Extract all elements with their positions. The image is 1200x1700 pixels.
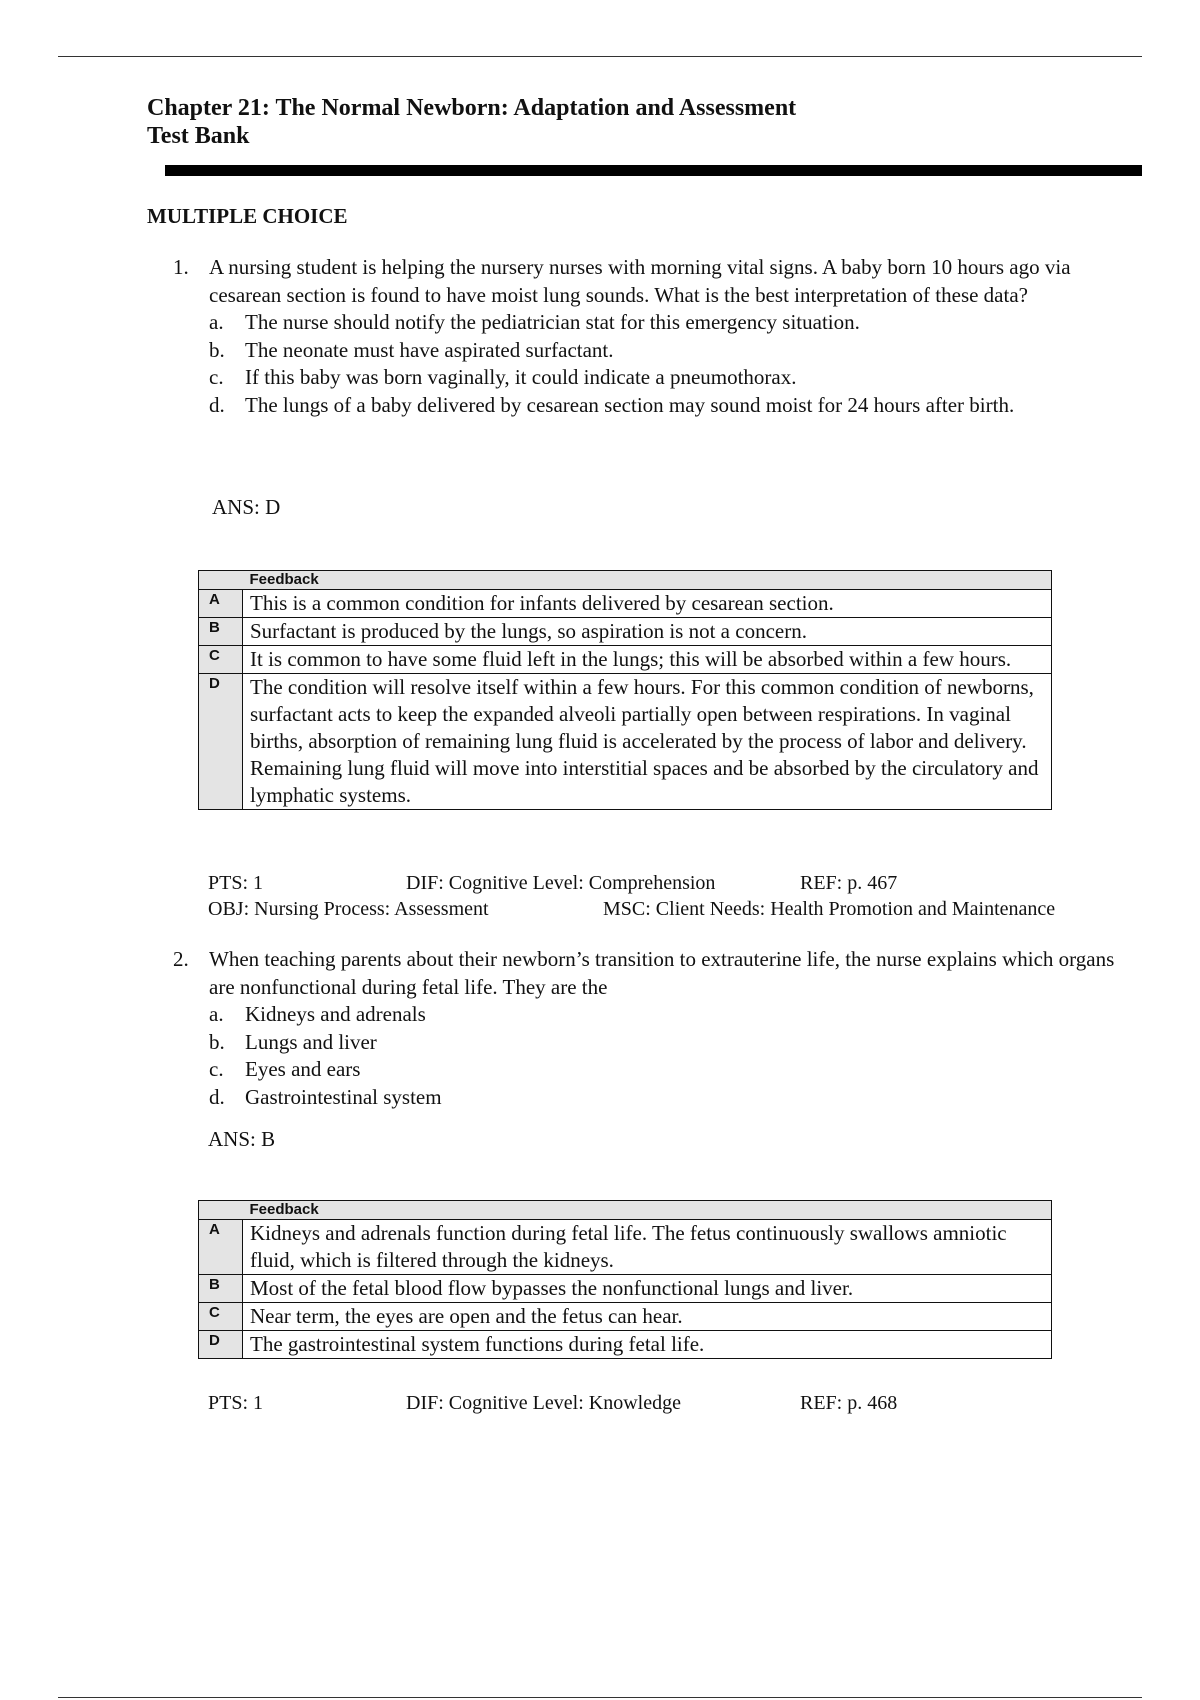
feedback-letter: C (199, 646, 243, 674)
feedback-text: The gastrointestinal system functions during fetal life. (243, 1331, 1052, 1359)
question-stem: When teaching parents about their newborn’s transition to extrauterine life, the nurse explains which organs are nonfunctional during fetal life. They are the (209, 947, 1115, 999)
option-text: The neonate must have aspirated surfactant. (245, 337, 614, 362)
meta-pts: PTS: 1 (208, 1392, 264, 1414)
feedback-letter: D (199, 674, 243, 810)
feedback-letter: A (199, 590, 243, 618)
feedback-row-d (199, 674, 1052, 810)
question-stem: A nursing student is helping the nursery nurses with morning vital signs. A baby born 10 hours ago via cesarean section is found to have moist lung sounds. What is the best interpretation of these data? (209, 255, 1071, 307)
feedback-letter: D (199, 1331, 243, 1359)
meta-pts: PTS: 1 (208, 872, 264, 894)
meta-ref: REF: p. 467 (800, 872, 898, 894)
top-rule (58, 56, 1142, 57)
feedback-row-c (199, 646, 1052, 674)
feedback-text: Near term, the eyes are open and the fetus can hear. (243, 1303, 1052, 1331)
option-text: The lungs of a baby delivered by cesarean section may sound moist for 24 hours after birth. (245, 392, 1015, 417)
option-c (209, 1056, 1129, 1084)
feedback-text: This is a common condition for infants delivered by cesarean section. (243, 590, 1052, 618)
option-d (209, 392, 1035, 420)
title-line-1: Chapter 21: The Normal Newborn: Adaptation and Assessment (147, 95, 797, 121)
option-b (209, 337, 1129, 365)
answer-key: ANS: D (212, 495, 281, 519)
feedback-row-b (199, 618, 1052, 646)
feedback-header-row (199, 1201, 1052, 1220)
section-title: MULTIPLE CHOICE (147, 204, 348, 228)
feedback-row-d (199, 1331, 1052, 1359)
feedback-text: Most of the fetal blood flow bypasses the nonfunctional lungs and liver. (243, 1275, 1052, 1303)
option-text: The nurse should notify the pediatrician stat for this emergency situation. (245, 310, 860, 334)
feedback-text: It is common to have some fluid left in the lungs; this will be absorbed within a few hours. (243, 646, 1052, 674)
option-list (209, 1001, 1129, 1111)
header-blank-cell (199, 571, 243, 590)
meta-obj: OBJ: Nursing Process: Assessment (208, 898, 489, 920)
option-c (209, 364, 1129, 392)
option-text: Eyes and ears (245, 1057, 361, 1081)
option-d (209, 1084, 1129, 1112)
meta-dif: DIF: Cognitive Level: Comprehension (406, 872, 716, 894)
feedback-header-row (199, 571, 1052, 590)
option-list (209, 309, 1129, 419)
feedback-table (198, 570, 1052, 810)
option-letter: b. (209, 1029, 225, 1054)
option-b (209, 1029, 1129, 1057)
answer-key: ANS: B (208, 1127, 276, 1151)
feedback-table (198, 1200, 1052, 1359)
option-letter: d. (209, 1084, 225, 1109)
meta-ref: REF: p. 468 (800, 1392, 898, 1414)
option-letter: a. (209, 310, 224, 334)
option-letter: a. (209, 1002, 224, 1026)
option-letter: d. (209, 392, 225, 417)
question-body (209, 946, 1129, 1111)
feedback-letter: B (199, 618, 243, 646)
option-text: Kidneys and adrenals (245, 1002, 426, 1026)
feedback-row-a (199, 590, 1052, 618)
feedback-text: Kidneys and adrenals function during fetal life. The fetus continuously swallows amniotic fluid, which is filtered through the kidneys. (243, 1220, 1052, 1275)
feedback-row-a (199, 1220, 1052, 1275)
bottom-rule (58, 1697, 1142, 1698)
page-title (147, 94, 796, 150)
option-text: If this baby was born vaginally, it could indicate a pneumothorax. (245, 365, 797, 389)
feedback-letter: A (199, 1220, 243, 1275)
option-letter: c. (209, 1057, 224, 1081)
feedback-row-c (199, 1303, 1052, 1331)
feedback-header: Feedback (243, 571, 1052, 590)
feedback-header: Feedback (243, 1201, 1052, 1220)
option-text: Lungs and liver (245, 1029, 377, 1054)
option-letter: b. (209, 337, 225, 362)
option-text: Gastrointestinal system (245, 1084, 442, 1109)
question-number: 2. (173, 947, 189, 971)
option-a (209, 1001, 1129, 1029)
feedback-text: Surfactant is produced by the lungs, so aspiration is not a concern. (243, 618, 1052, 646)
option-letter: c. (209, 365, 224, 389)
question-number: 1. (173, 255, 189, 279)
meta-dif: DIF: Cognitive Level: Knowledge (406, 1392, 681, 1414)
feedback-row-b (199, 1275, 1052, 1303)
title-line-2: Test Bank (147, 123, 250, 149)
header-divider (165, 165, 1142, 176)
header-blank-cell (199, 1201, 243, 1220)
option-a (209, 309, 1129, 337)
feedback-letter: C (199, 1303, 243, 1331)
question-metadata (208, 870, 1108, 922)
feedback-letter: B (199, 1275, 243, 1303)
meta-msc: MSC: Client Needs: Health Promotion and Maintenance (603, 898, 1056, 920)
question-body (209, 254, 1129, 419)
feedback-text: The condition will resolve itself within a few hours. For this common condition of newborns, surfactant acts to keep the expanded alveoli partially open between respirations. In vaginal births, absorption of remaining lung fluid is accelerated by the process of labor and delivery. Remaining lung fluid will move into interstitial spaces and be absorbed by the circulatory and lymphatic systems. (243, 674, 1052, 810)
question-metadata (208, 1390, 1108, 1416)
